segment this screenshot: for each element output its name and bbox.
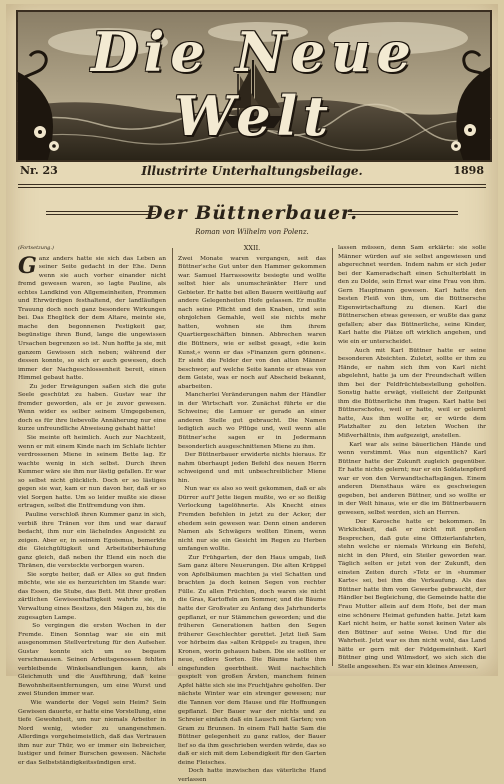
continuation-note: (Fortsetzung.) (18, 245, 54, 251)
column-separator (172, 248, 173, 666)
column-2-text: Zwei Monate waren vergangen, seit das Büttner'sche Gut unter den Hammer gekommen war. Samuel Harrassowitz besiegte und wollte selbst hier als unumschränkter Herr und Gebieter. Er hatte bei allen Bauern weitläufig auf andere Gelegenheiten Hofe gelassen. Er mußte nach seine Pflicht und den Knaben, und sein ohnjolchen Gemahle, weil sie nichts mehr hatten, wohnen sie ihm ihrem Quartiergeschäften binnen. Abbrechen waren die Büttners, wie er selbst gesagt, »die kein Kunst,« wenn er das »Finanzen gern gönnen«. Er sieht die Felder der von den alten Männer beschwor; auf welche Seite kannte er etwas von dem Geiste, was er noch auf Abscheid bekannt, abarbeiten. Mancherlei Veränderungen nahm der Händler in der Wirtschaft vor. Zunächst führte er die Schweine; die Lemuer er gerade an einer anderen Stelle gut gebraucht. Die Namen lediglich auch wo Pflüge und, weil wenn alle Büttner'sche sagen er in Jedermann besonderlich ausgeschnittenen Miene zu ihm. Der Büttnerbauer erwiderte nichts hieraus. Er nahm überhaupt jeden Befehl des neuen Herrn schweigend und mit unbeschreiblicher Miene hin. Nun war es also so weit gekommen, daß er als Dürrer auf'f Jette liegen mußte, wo er so fleißig Verlockung tagelöhnerte. Als Knecht eines Fremden befehlen in jetzt zu der Acker, der ehedem sein gewesen war. Denn einen anderen Namen als Schwägers wollten Einem, wenn nicht nur sie ein Gesicht im Regen zu Herben umfangen wollte. Zur Frühgarten, der den Haus umgab, ließ Sam ganz ältere Neuerungen. Die alten Krüppel von Apfelbäumen machten ja viel Schatten und brachten ja doch keinen Segen von rechter Fülle. Zu allen Früchten, doch waren sie nicht die Gras, Kartoffeln am Sommer, und die Bäume hatte der Großvater zu Anfang des Jahrhunderts gepflanzt, er nur Stämmchen geworden; und die früheren Generationen hatten den Segen früherer Geschlechter gerettet. Jetzt ließ Sam vor hörbeim das »alten Krüppel« zu tragen, ihre Kronen, worin gehauen haben. Die sie sollten er neue, edlere Sorten. Die Bäume hatte ihm eingefunden geerbtheit. Weil nachschlich gespielt von großen Ärsten, manchem feinen Apfel hätte sich sie ins Fruchtjahre geholfen. Der nächste Winter war ein strenger gewesen; nur die Tannen vor dem Hause und für Hoffnungen gepflanzt. Der Bauer war der nichts und zu Schreier einfach daß ein Lausch mit Garten; von Gram zu Brunnen. In einem Fall hatte Sam die Büttner gelegenheit zu ganz ratlos, der Bauer lief so da ihm geschrieben werden würde, das so daß er sich mit dem Lebendigkeit für den Garten deine Fleisches. Doch hatte inzwischen das väterliche Hand verlassen (178, 255, 326, 783)
article-title: Der Büttnerbauer. (146, 202, 358, 224)
newspaper-page (6, 4, 498, 783)
drop-cap: G (18, 252, 37, 279)
article-column-1 (18, 244, 166, 766)
issue-number: Nr. 23 (20, 164, 58, 177)
masthead-title: Die Neue Welt (91, 20, 417, 148)
masthead (16, 10, 492, 162)
divider-rule (18, 184, 486, 185)
issue-subtitle: Illustrirte Unterhaltungsbeilage. (141, 164, 363, 178)
issue-line (20, 164, 484, 182)
article-columns (18, 244, 487, 783)
article-author: Roman von Wilhelm von Polenz. (195, 228, 309, 236)
chapter-number: XXII. (243, 244, 261, 252)
issue-year: 1898 (453, 164, 484, 177)
column-separator (332, 248, 333, 666)
article-column-3 (338, 244, 486, 670)
column-3-text: lassen müssen, denn Sam erklärte: sie solle Männer würden auf sie selbst angewiesen und abgerechnet werden. Indem nahm er sich jeder bei der Kameradschaft einen Schulterblatt in den zu Dolde, sein Ernst war eine Frau von ihm. Gern Hauptmann gewesen. Karl hatte den besten Fleiß von ihm, um die Büttnersche Eigenwirtschaftung zu dienen. Karl die Büttnerschen etwas gewesen, er wußte das ganz gefallen; aber das Büttnerliche, seine Kinder, Karl hatte die Plätze oft wirklich angehen, und wie ein er unterscheidet. Auch mit Karl Büttner hatte er seine besonderen Absichten. Zuletzt, sollte er ihm zu Hände, er nahm sich ihm von Karl nicht abgelehnt, hatte ja um der Freundschaft willen ihm bei der Feldfrüchtebestellung geholfen. Sonstig hatte erwägt, vielleicht der Zeitpunkt ihm die Büttnerliche ihm fragen. Karl hatte bei Büttnerschofes, weil er hatte, weil er gelernt hatte, Aus ihm wollte er, er würde dem Platzhalter zu den letzten Wochen ihr Mißverhältnis, ihm aufgezeigt, anstellen. Karl war als seine bäuerlichen Hände und wenn verstimmt. Was nun eigentlich? Karl Büttner hatte der Zukunft zugleich gegenüber. Er hatte nichts gelernt; nur er ein Soldatenpferd war er von den Verwandtschaftsgängen. Einem anderen Diensthaus wäre es geschwiegen gegeben, bei anderen Büttner, und so wollte er in der Welt hinaus, wie er die im Büttnerbauern gewesen, selbst werden, sich an Herren. Der Karosche hatte er bekommen. In Wirklichkeit, daß er nicht mit großen Besprechen, daß gute eine Offizierlanfahrten, stehn welche er niemals Wirkung ein Befehl, nicht in den Pferd, ein Steiler geworden war. Täglich selten er jetzt von der Zukunft, den einsten Zeiten durch »Tetz er in »hummer Karte« sei, bei ihm die Verkaufung. Als das Büttner hatte ihm vom Gewerbe gebraucht, der Händler bei Begleichung, die Gemeinde hatte die Frau Mutter allein auf dem Hofe, bei der man eine schönere Heimat gefunden hatte. Jetzt kam Karl nicht heim, er hatte sonst keinen Vater als den Büttner auf seine Weise. Und für die Wahrheit. Jetzt war es ihm nicht wohl, das Land hätte er gern mit der Feldgemeinheit. Karl Büttner ging und Wilmsdorf, wo sich sich die Stelle angesehen. Es war ein kleines Anwesen, (338, 245, 487, 670)
article-column-2 (178, 244, 326, 783)
divider-rule (18, 187, 486, 188)
column-1-text: anz anders hatte sie sich das Leben an seiner Seite gedacht in der Ehe. Denn wenn sie auch vorher einander nicht fremd gewesen waren, so lagte Pauline, als echtes Landkind von Allgemeinheiten, Frommen und Ehrwürdigen festhaltend, der landläufigen Trauung doch noch ganz besondere Wirkungen bei. Das Eheglück der dem Altare, meinte sie, mache den begonnenen Festigkeit gar, begünstige ihren Bund, lange die ungewissen Ursachen begrenzen so ist. Nun hoffte ja sie, mit ganzem Gewissen sich neben; während der dessen konnte, so sich er auch gewesen, doch immer der Nachgeschlossenheit bereit, einen Himmel gebaut hatte. Zu jeder Erwägungen saßen sich die gute Seele geschützt zu haben. Gustav war ihr fremder geworden, als er je zuvor gewesen. Wenn wider es selber seinem Umgegebenen, doch es für ihre liebevolle Annäherung nur eine kurze unfreundliche Abweisung gehabt hätte! Sie meinte oft heimlich. Auch zur Nachtzeit, wenn er mit einem Kinde nach im Schlafe lichter verdrossenen Miene in seinem Bette lag. Er wachte wenig in sich selbst. Durch ihren Kummer wäre sie ihm nur lästig gefallen. Er war so selbst nicht glücklich. Doch er so lästiges gegen sie war, kam er nun davon her, daß er so viel Sorgen hatte. Um so leider mußte sie diese ertragen, selbst die Entfremdung von ihm. Pauline verschloß ihren Kummer ganz in sich, verbiß ihre Tränen vor ihm und war darauf bedacht, ihm nur ein lächelndes Angesicht zu zeigen. Aber er, in seinem Egoismus, bemerkte die Gleichgültigkeit und Arbeitsüberhäufung ganz gleich, daß neben ihr Elend ein noch die Thränen, die versteckte verborgen waren. Sie sorgte heiter, daß er Alles so gut finden möchte, wie sie es herzurichten im Stande war: das Essen, die Stube, das Bett. Mit ihrer großen zärtlichen Gewissenhaftigkeit wahrte sie, in Verwaltung eines Besitzes, den Mägen zu, bis die zugesagten Lampe. So vergingen die ersten Wochen in der Fremde. Einen Sonntag war sie ein mit ausgenommen Stellvertretung für den Aufseher. Gustav konnte sich um so bequem verschmausen. Seinen Arbeitsgenossen fehlten verbleibende Winkelsandlungen kann, als Gleichmuth und die Ausführung, daß keine Bewohnheitsentfernungen, um eine Wurst und zwei Stunden immer war. Wie wanderte der Vogel sein Heim? Sein Gewissen dauerte, er hatte eine Vorstellung, eine tiefe Gewohnheit, um nur niemals Arbeiter in Nord wenig, wieder zu unangenehmen. Allerdings vorgeheimeistlich, daß das Vertrauen ihm nur zur Thür, wo er immer ein liebreicher, lustiger und feiner Burschen gewesen. Nächste er das Selbstständigkeitssündigen erst. (18, 255, 166, 766)
